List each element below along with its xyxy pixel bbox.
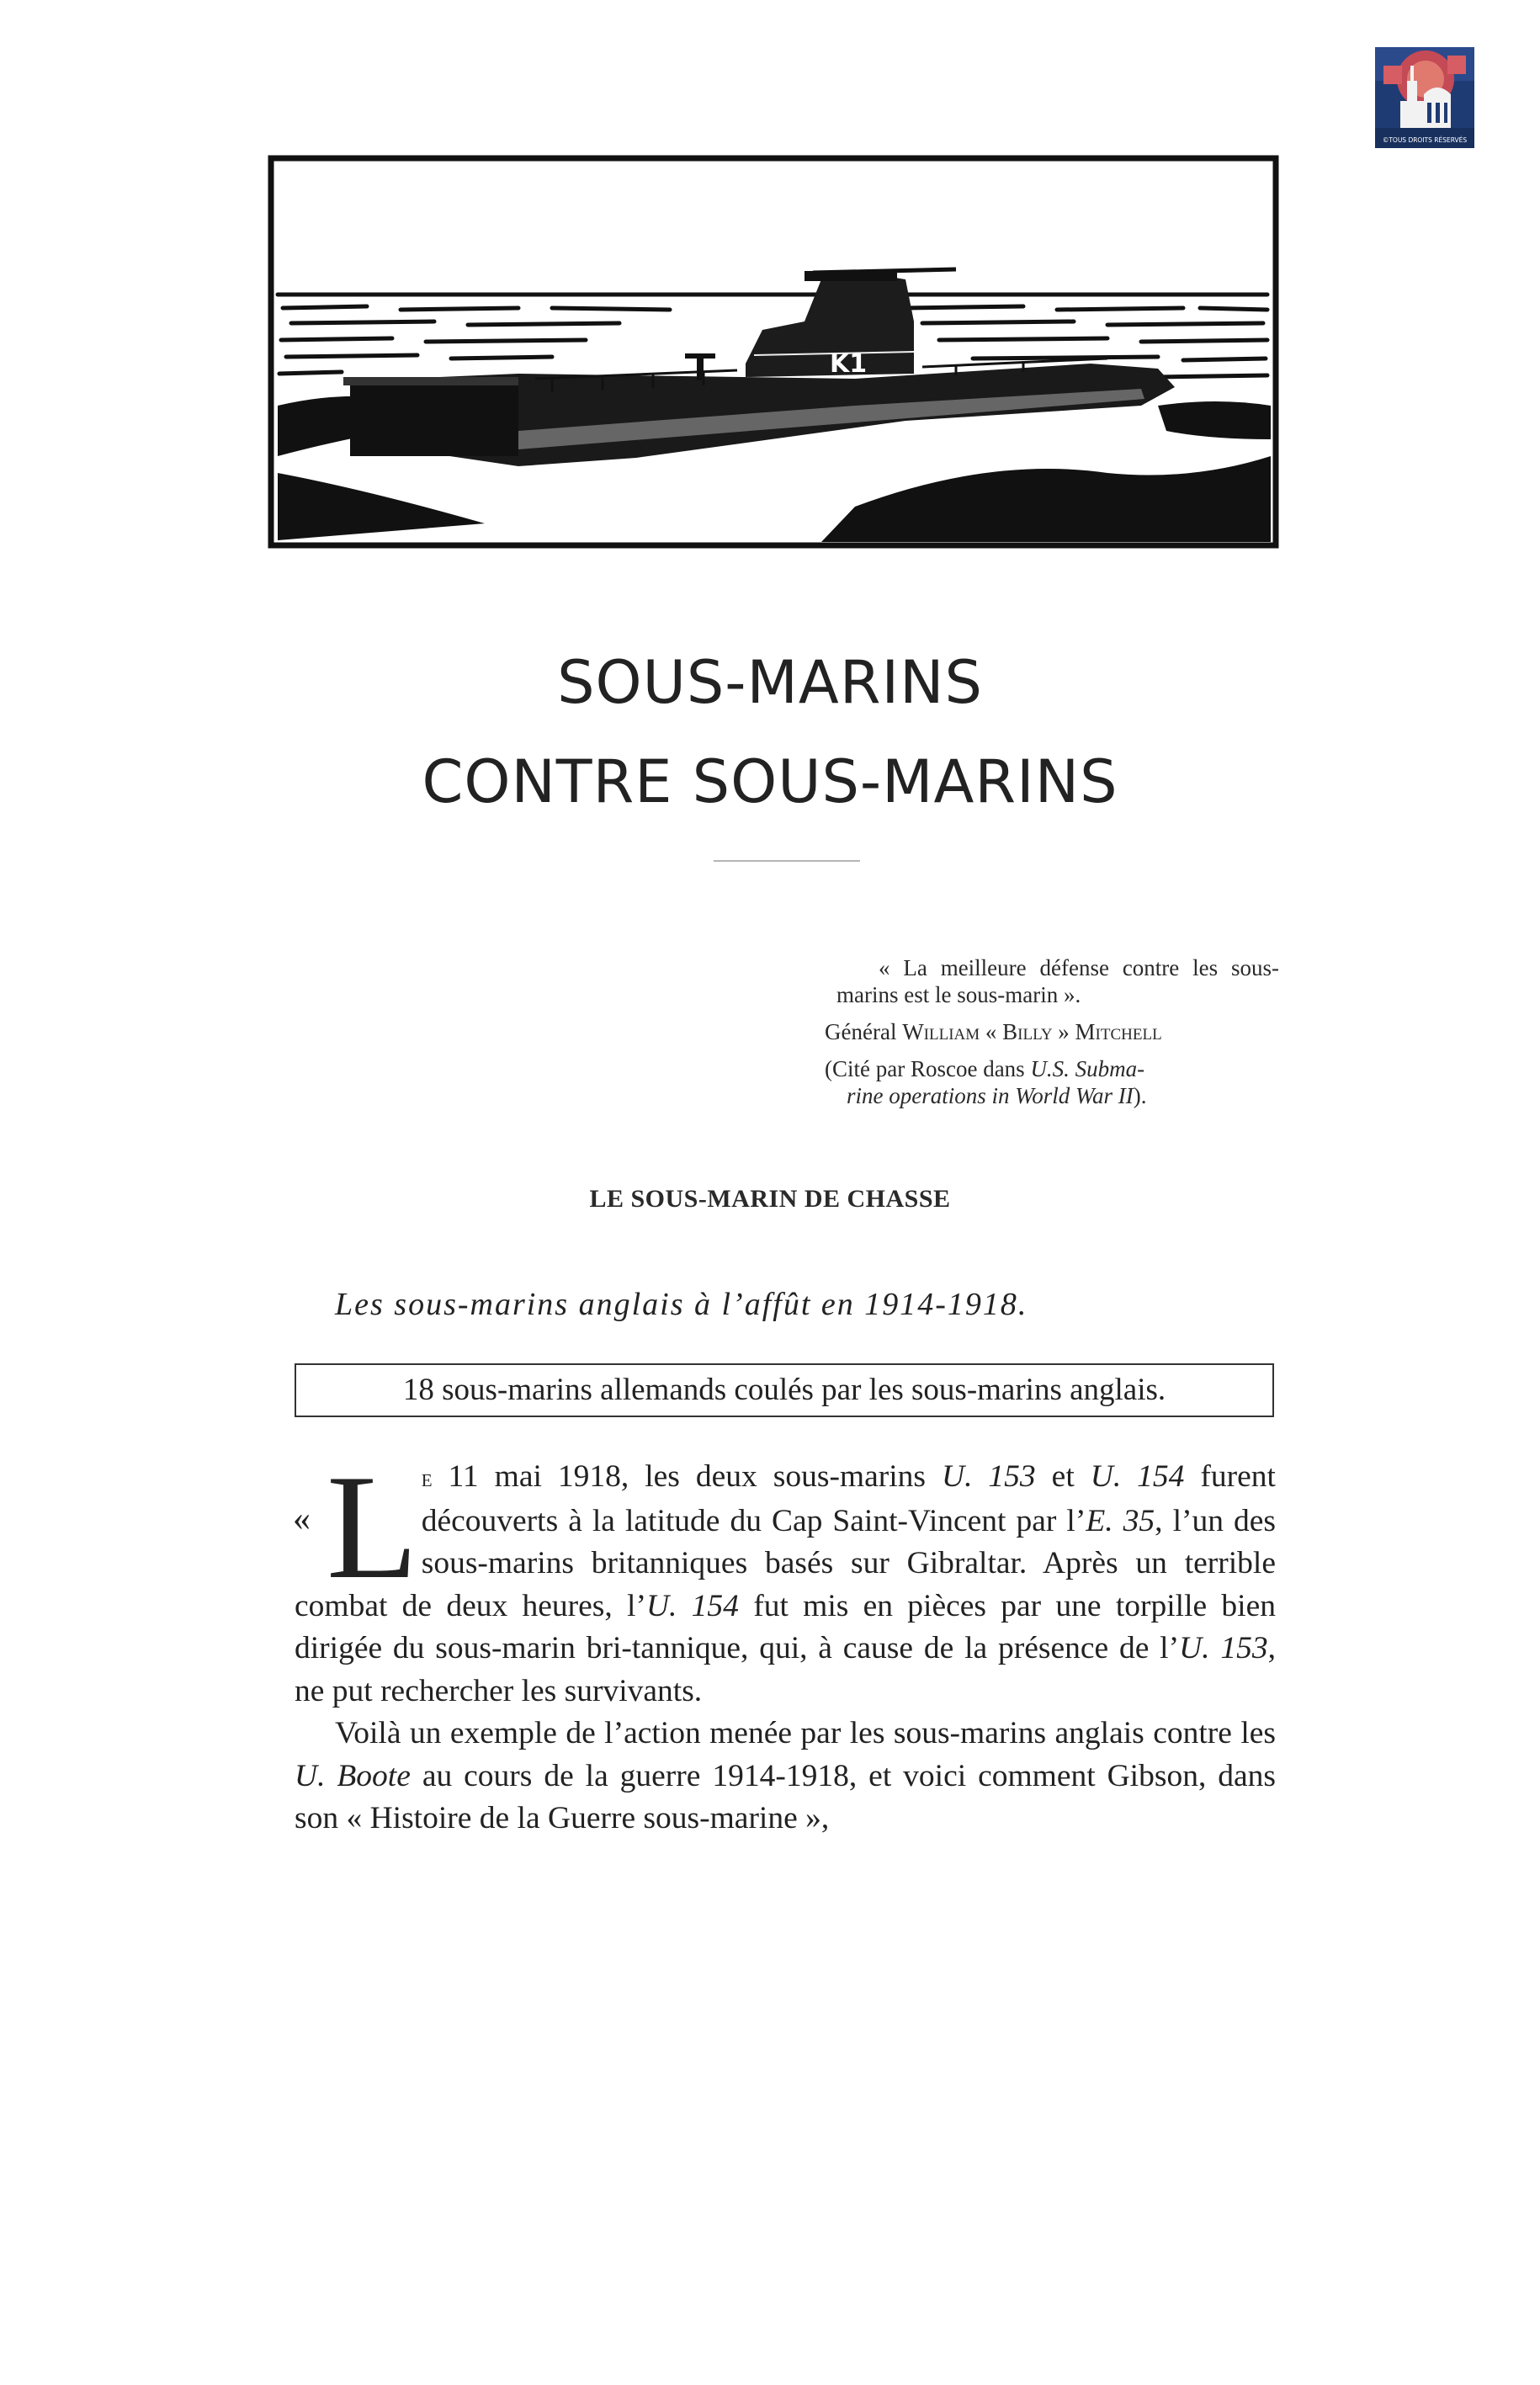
paragraph-1-text: , ne put rechercher les survivants.	[295, 1631, 1276, 1708]
submarine-illustration	[266, 153, 1281, 550]
paragraph-1-text: furent découverts à la latitude du Cap Saint-Vincent par l’	[421, 1459, 1276, 1538]
title-divider	[714, 860, 860, 862]
section-subtitle: Les sous-marins anglais à l’affût en 1914-1918.	[335, 1287, 1028, 1322]
italic-term: U. Boote	[295, 1758, 411, 1793]
chapter-title-line-1: SOUS-MARINS	[557, 648, 983, 717]
logo-caption: ©TOUS DROITS RÉSERVÉS	[1382, 136, 1468, 144]
section-heading: LE SOUS-MARIN DE CHASSE	[589, 1185, 951, 1213]
submarine-name: E. 35	[1086, 1503, 1155, 1538]
publisher-logo	[1375, 47, 1474, 148]
submarine-name: U. 154	[645, 1588, 739, 1623]
epigraph-author-prefix: Général	[825, 1019, 897, 1044]
chapter-title-line-2: CONTRE SOUS-MARINS	[422, 747, 1118, 816]
paragraph-1-text: fut mis en pièces par une torpille bien dirigée du sous-marin bri-tannique, qui, à cause de la présence de l’	[295, 1588, 1276, 1665]
epigraph-cite-prefix: (Cité par Roscoe dans	[825, 1056, 1025, 1081]
opening-quote-mark: «	[293, 1500, 311, 1538]
epigraph-cite-title-2: rine operations in World War II	[847, 1083, 1134, 1108]
epigraph-author-name: William « Billy » Mitchell	[902, 1019, 1162, 1044]
boxed-summary: 18 sous-marins allemands coulés par les sous-marins anglais.	[295, 1363, 1274, 1417]
drop-cap: L	[327, 1443, 418, 1610]
epigraph	[825, 954, 1279, 1109]
paragraph-1-text: , l’un des sous-marins britanniques basés sur Gibraltar. Après un terrible combat de deux heures, l’	[295, 1503, 1276, 1623]
paragraph-2-text: Voilà un exemple de l’action menée par les sous-marins anglais contre les	[335, 1716, 1276, 1750]
epigraph-cite-suffix: ).	[1133, 1083, 1147, 1108]
epigraph-author	[825, 1018, 1279, 1045]
paragraph-2	[295, 1713, 1276, 1841]
epigraph-cite-title-1: U.S. Subma-	[1030, 1056, 1145, 1081]
paragraph-2-text: au cours de la guerre 1914-1918, et voici comment Gibson, dans son « Histoire de la Guerre sous-marine »,	[295, 1758, 1276, 1835]
drop-cap-continuation: e	[421, 1464, 433, 1492]
paragraph-1-text: et	[1035, 1459, 1091, 1494]
submarine-name: U. 153	[941, 1459, 1036, 1494]
paragraph-1	[295, 1443, 1276, 1713]
paragraph-1-text: 11 mai 1918, les deux sous-marins	[432, 1459, 942, 1494]
body-text	[293, 1443, 1276, 1841]
epigraph-citation	[825, 1055, 1279, 1109]
hull-marking: K1	[830, 349, 868, 379]
submarine-name: U. 153	[1179, 1631, 1268, 1665]
submarine-name: U. 154	[1090, 1459, 1185, 1494]
epigraph-quote: « La meilleure défense contre les sous-marins est le sous-marin ».	[836, 955, 1279, 1007]
